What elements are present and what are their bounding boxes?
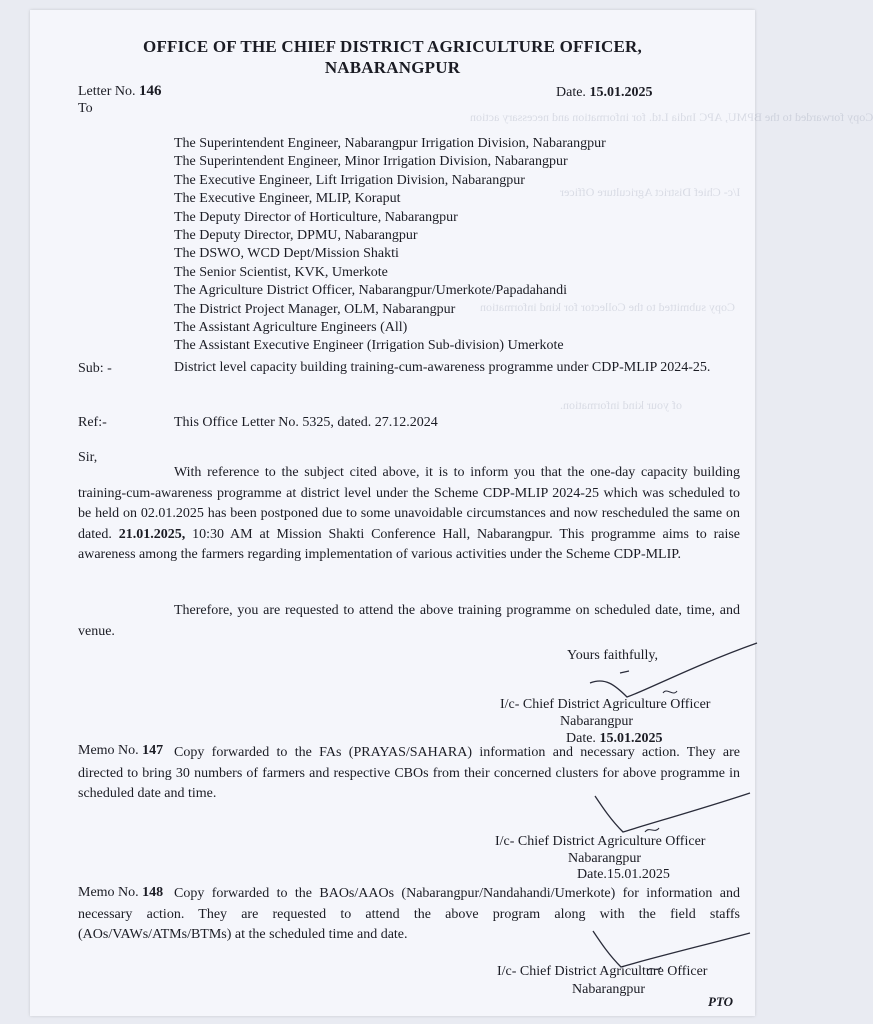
addressee-item: The Assistant Agriculture Engineers (All) (174, 320, 408, 336)
addressee-item: The Superintendent Engineer, Nabarangpur Irrigation Division, Nabarangpur (174, 136, 606, 151)
addressee-item: The Deputy Director, DPMU, Nabarangpur (174, 228, 418, 244)
pto-label: PTO (708, 994, 734, 1009)
signature-place: Nabarangpur (568, 851, 642, 866)
addressee-item: The Deputy Director of Horticulture, Nabarangpur (174, 209, 458, 225)
reference-label: Ref:- (78, 415, 107, 430)
reference-text: This Office Letter No. 5325, dated. 27.12.2024 (174, 415, 438, 430)
memo-148-text: Copy forwarded to the BAOs/AAOs (Nabarangpur/Nandahandi/Umerkote) for information and necessary action. They are requested to attend the above program along with the field staffs (AOs/VAWs/ATMs/BTMs) at the scheduled time and date. (78, 886, 740, 943)
addressee-item: The DSWO, WCD Dept/Mission Shakti (174, 246, 399, 262)
addressee-item: The Senior Scientist, KVK, Umerkote (174, 264, 388, 280)
addressee-item: The Assistant Executive Engineer (Irrigation Sub-division) Umerkote (174, 338, 564, 354)
office-heading-line2: NABARANGPUR (324, 58, 461, 77)
letter-number: Letter No. 146 (78, 83, 162, 99)
addressee-item: The Agriculture District Officer, Nabarangpur/Umerkote/Papadahandi (174, 283, 567, 299)
memo-147-number: Memo No. 147 (78, 743, 164, 758)
signature-designation: I/c- Chief District Agriculture Officer (500, 697, 711, 712)
signature-place: Nabarangpur (560, 714, 634, 729)
addressee-item: The Executive Engineer, Lift Irrigation Division, Nabarangpur (174, 172, 525, 188)
memo-147-text: Copy forwarded to the FAs (PRAYAS/SAHARA) information and necessary action. They are directed to bring 30 numbers of farmers and respective CBOs from their concerned clusters for above programme in scheduled date and time. (78, 745, 740, 802)
subject-text: District level capacity building training-cum-awareness programme under CDP-MLIP 2024-25. (174, 360, 711, 375)
reverse-side-bleed: I/c- Chief District Agriculture Officer (560, 185, 741, 199)
office-heading-line1: OFFICE OF THE CHIEF DISTRICT AGRICULTURE OFFICER, (143, 37, 642, 56)
signature-designation: I/c- Chief District Agriculture Officer (497, 964, 708, 979)
salutation: Sir, (78, 450, 98, 465)
signature-date: Date.15.01.2025 (577, 867, 670, 882)
subject-label: Sub: - (78, 361, 112, 376)
signature-designation: I/c- Chief District Agriculture Officer (495, 834, 706, 849)
memo-148-number: Memo No. 148 (78, 885, 164, 900)
to-label: To (78, 101, 93, 116)
addressee-item: The District Project Manager, OLM, Nabarangpur (174, 301, 456, 317)
closing: Yours faithfully, (567, 648, 659, 663)
addressee-list (174, 135, 606, 356)
reverse-side-bleed: Copy submitted to the Collector for kind information (480, 300, 735, 314)
body-paragraph-2: Therefore, you are requested to attend the above training programme on scheduled date, time, and venue. (78, 603, 740, 639)
addressee-item: The Superintendent Engineer, Minor Irrigation Division, Nabarangpur (174, 154, 568, 170)
office-heading (30, 36, 755, 78)
body-paragraph-1: With reference to the subject cited above, it is to inform you that the one-day capacity building training-cum-awareness programme at district level under the Scheme CDP-MLIP 2024-25 which was scheduled to be held on 02.01.2025 has been postponed due to some unavoidable circumstances and now rescheduled the same on dated. 21.01.2025, 10:30 AM at Mission Shakti Conference Hall, Nabarangpur. This programme aims to raise awareness among the farmers regarding implementation of various activities under the Scheme CDP-MLIP. (78, 465, 741, 563)
signature-date: Date. 15.01.2025 (566, 731, 663, 746)
reverse-side-bleed: of your kind information. (560, 398, 682, 412)
reverse-side-bleed: Copy forwarded to the BPMU, APC India Ltd. for information and necessary action (470, 110, 873, 124)
letter-date: Date. 15.01.2025 (556, 85, 653, 100)
signature-place: Nabarangpur (572, 982, 646, 997)
rescheduled-date: 21.01.2025, (118, 526, 186, 542)
addressee-item: The Executive Engineer, MLIP, Koraput (174, 191, 401, 207)
